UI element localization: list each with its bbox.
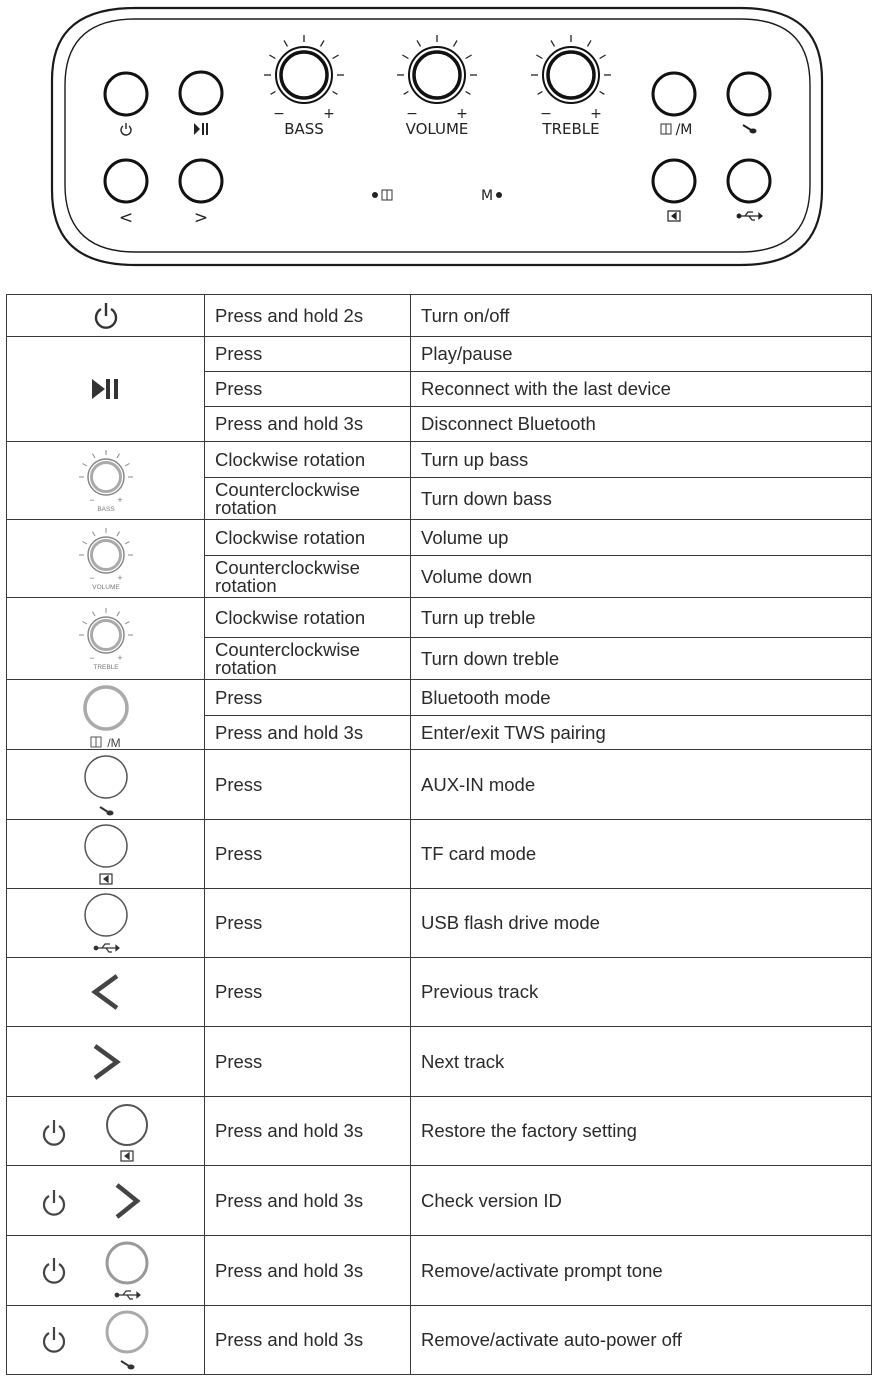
control-cell <box>7 1097 205 1166</box>
svg-text:TREBLE: TREBLE <box>92 663 119 671</box>
control-cell <box>7 680 205 750</box>
svg-text:+: + <box>456 106 468 122</box>
control-cell <box>7 1166 205 1236</box>
action-cell: Counterclockwise rotation <box>205 638 411 680</box>
function-table <box>6 294 872 1375</box>
table-row <box>7 1097 872 1166</box>
power-icon <box>44 1190 64 1215</box>
play-pause-icon <box>194 123 208 135</box>
action-cell: Press and hold 3s <box>205 1097 411 1166</box>
svg-text:+: + <box>323 106 335 122</box>
power-plus-next-combo-icon <box>31 1169 181 1233</box>
table-row <box>7 520 872 556</box>
svg-text:−: − <box>88 572 95 583</box>
bluetooth-mode-button[interactable] <box>653 73 695 115</box>
previous-track-button[interactable] <box>105 160 147 202</box>
chevron-right-icon <box>89 1042 123 1082</box>
function-cell: Next track <box>411 1027 872 1097</box>
function-cell: Play/pause <box>411 337 872 372</box>
svg-text:+: + <box>116 494 123 505</box>
control-cell <box>7 295 205 337</box>
control-cell <box>7 750 205 820</box>
action-cell: Press and hold 3s <box>205 407 411 442</box>
action-cell: Press and hold 3s <box>205 1306 411 1375</box>
table-row <box>7 1027 872 1097</box>
svg-text:/M: /M <box>106 735 121 750</box>
table-row <box>7 1306 872 1375</box>
action-cell: Press <box>205 680 411 716</box>
control-cell <box>7 337 205 442</box>
svg-text:BASS: BASS <box>96 505 115 513</box>
action-cell: Press <box>205 820 411 889</box>
control-cell <box>7 820 205 889</box>
action-cell: Press <box>205 1027 411 1097</box>
play-pause-button[interactable] <box>180 72 222 114</box>
bluetooth-tws-icon <box>661 124 671 134</box>
usb-mode-button[interactable] <box>728 160 770 202</box>
bass-knob-icon <box>76 447 136 515</box>
volume-knob-icon <box>76 525 136 593</box>
function-cell: USB flash drive mode <box>411 889 872 958</box>
bluetooth-tws-icon <box>382 190 392 200</box>
control-cell <box>7 1236 205 1306</box>
volume-knob-label: VOLUME <box>405 120 469 138</box>
svg-text:−: − <box>273 106 285 122</box>
table-row <box>7 1166 872 1236</box>
tf-card-mode-button-icon <box>76 822 136 886</box>
mode-indicator-led <box>496 192 502 198</box>
table-row <box>7 337 872 372</box>
table-row <box>7 680 872 716</box>
svg-text:VOLUME: VOLUME <box>91 583 120 591</box>
power-icon <box>121 123 131 135</box>
bluetooth-indicator-led <box>372 192 378 198</box>
function-cell: Disconnect Bluetooth <box>411 407 872 442</box>
function-cell: TF card mode <box>411 820 872 889</box>
usb-icon <box>737 212 762 220</box>
control-cell <box>7 1306 205 1375</box>
action-cell: Counterclockwise rotation <box>205 556 411 598</box>
tf-card-icon <box>668 211 680 221</box>
aux-mode-button-icon <box>76 753 136 817</box>
next-track-label: > <box>193 208 209 228</box>
action-cell: Press <box>205 889 411 958</box>
svg-text:−: − <box>88 494 95 505</box>
svg-text:−: − <box>88 652 95 663</box>
power-icon <box>44 1258 64 1283</box>
function-cell: Turn on/off <box>411 295 872 337</box>
power-plus-aux-combo-icon <box>31 1308 181 1372</box>
action-cell: Counterclockwise rotation <box>205 478 411 520</box>
table-row <box>7 442 872 478</box>
action-cell: Press and hold 3s <box>205 1236 411 1306</box>
control-cell <box>7 598 205 680</box>
control-cell <box>7 889 205 958</box>
bass-knob[interactable] <box>264 35 344 122</box>
action-cell: Press <box>205 958 411 1027</box>
action-cell: Clockwise rotation <box>205 442 411 478</box>
function-cell: AUX-IN mode <box>411 750 872 820</box>
tf-card-mode-button[interactable] <box>653 160 695 202</box>
power-plus-usb-combo-icon <box>31 1239 181 1303</box>
control-cell <box>7 1027 205 1097</box>
svg-text:+: + <box>116 652 123 663</box>
control-cell <box>7 442 205 520</box>
table-row <box>7 750 872 820</box>
table-row <box>7 820 872 889</box>
aux-mode-button[interactable] <box>728 73 770 115</box>
chevron-left-icon <box>89 972 123 1012</box>
function-cell: Bluetooth mode <box>411 680 872 716</box>
action-cell: Press <box>205 337 411 372</box>
function-cell: Turn up bass <box>411 442 872 478</box>
volume-knob[interactable] <box>397 35 477 122</box>
function-cell: Restore the factory setting <box>411 1097 872 1166</box>
action-cell: Press and hold 2s <box>205 295 411 337</box>
action-cell: Clockwise rotation <box>205 598 411 638</box>
action-cell: Press and hold 3s <box>205 716 411 750</box>
control-cell <box>7 958 205 1027</box>
table-row <box>7 295 872 337</box>
svg-text:−: − <box>406 106 418 122</box>
function-cell: Enter/exit TWS pairing <box>411 716 872 750</box>
svg-text:+: + <box>590 106 602 122</box>
bluetooth-mode-label: /M <box>675 122 693 138</box>
previous-track-label: < <box>118 208 134 228</box>
function-cell: Remove/activate auto-power off <box>411 1306 872 1375</box>
table-row <box>7 889 872 958</box>
action-cell: Press and hold 3s <box>205 1166 411 1236</box>
function-cell: Previous track <box>411 958 872 1027</box>
power-plus-tf-card-combo-icon <box>31 1099 181 1163</box>
function-cell: Turn up treble <box>411 598 872 638</box>
action-cell: Clockwise rotation <box>205 520 411 556</box>
action-cell: Press <box>205 750 411 820</box>
function-cell: Reconnect with the last device <box>411 372 872 407</box>
power-button[interactable] <box>105 73 147 115</box>
mode-indicator-label: M <box>480 188 494 204</box>
function-cell: Turn down bass <box>411 478 872 520</box>
function-cell: Check version ID <box>411 1166 872 1236</box>
function-cell: Remove/activate prompt tone <box>411 1236 872 1306</box>
usb-mode-button-icon <box>76 891 136 955</box>
bluetooth-mode-button-icon <box>71 682 141 748</box>
power-icon <box>44 1120 64 1145</box>
next-track-button[interactable] <box>180 160 222 202</box>
treble-knob-icon <box>76 605 136 673</box>
table-row <box>7 1236 872 1306</box>
function-cell: Volume down <box>411 556 872 598</box>
table-row <box>7 598 872 638</box>
function-cell: Turn down treble <box>411 638 872 680</box>
power-icon <box>44 1327 64 1352</box>
function-cell: Volume up <box>411 520 872 556</box>
play-pause-icon <box>91 378 121 400</box>
treble-knob[interactable] <box>531 35 611 122</box>
speaker-control-panel <box>0 0 875 272</box>
svg-text:−: − <box>540 106 552 122</box>
power-icon <box>91 301 121 331</box>
bass-knob-label: BASS <box>284 120 324 138</box>
svg-text:+: + <box>116 572 123 583</box>
table-row <box>7 958 872 1027</box>
control-cell <box>7 520 205 598</box>
treble-knob-label: TREBLE <box>542 120 600 138</box>
aux-plug-icon <box>743 125 757 134</box>
action-cell: Press <box>205 372 411 407</box>
